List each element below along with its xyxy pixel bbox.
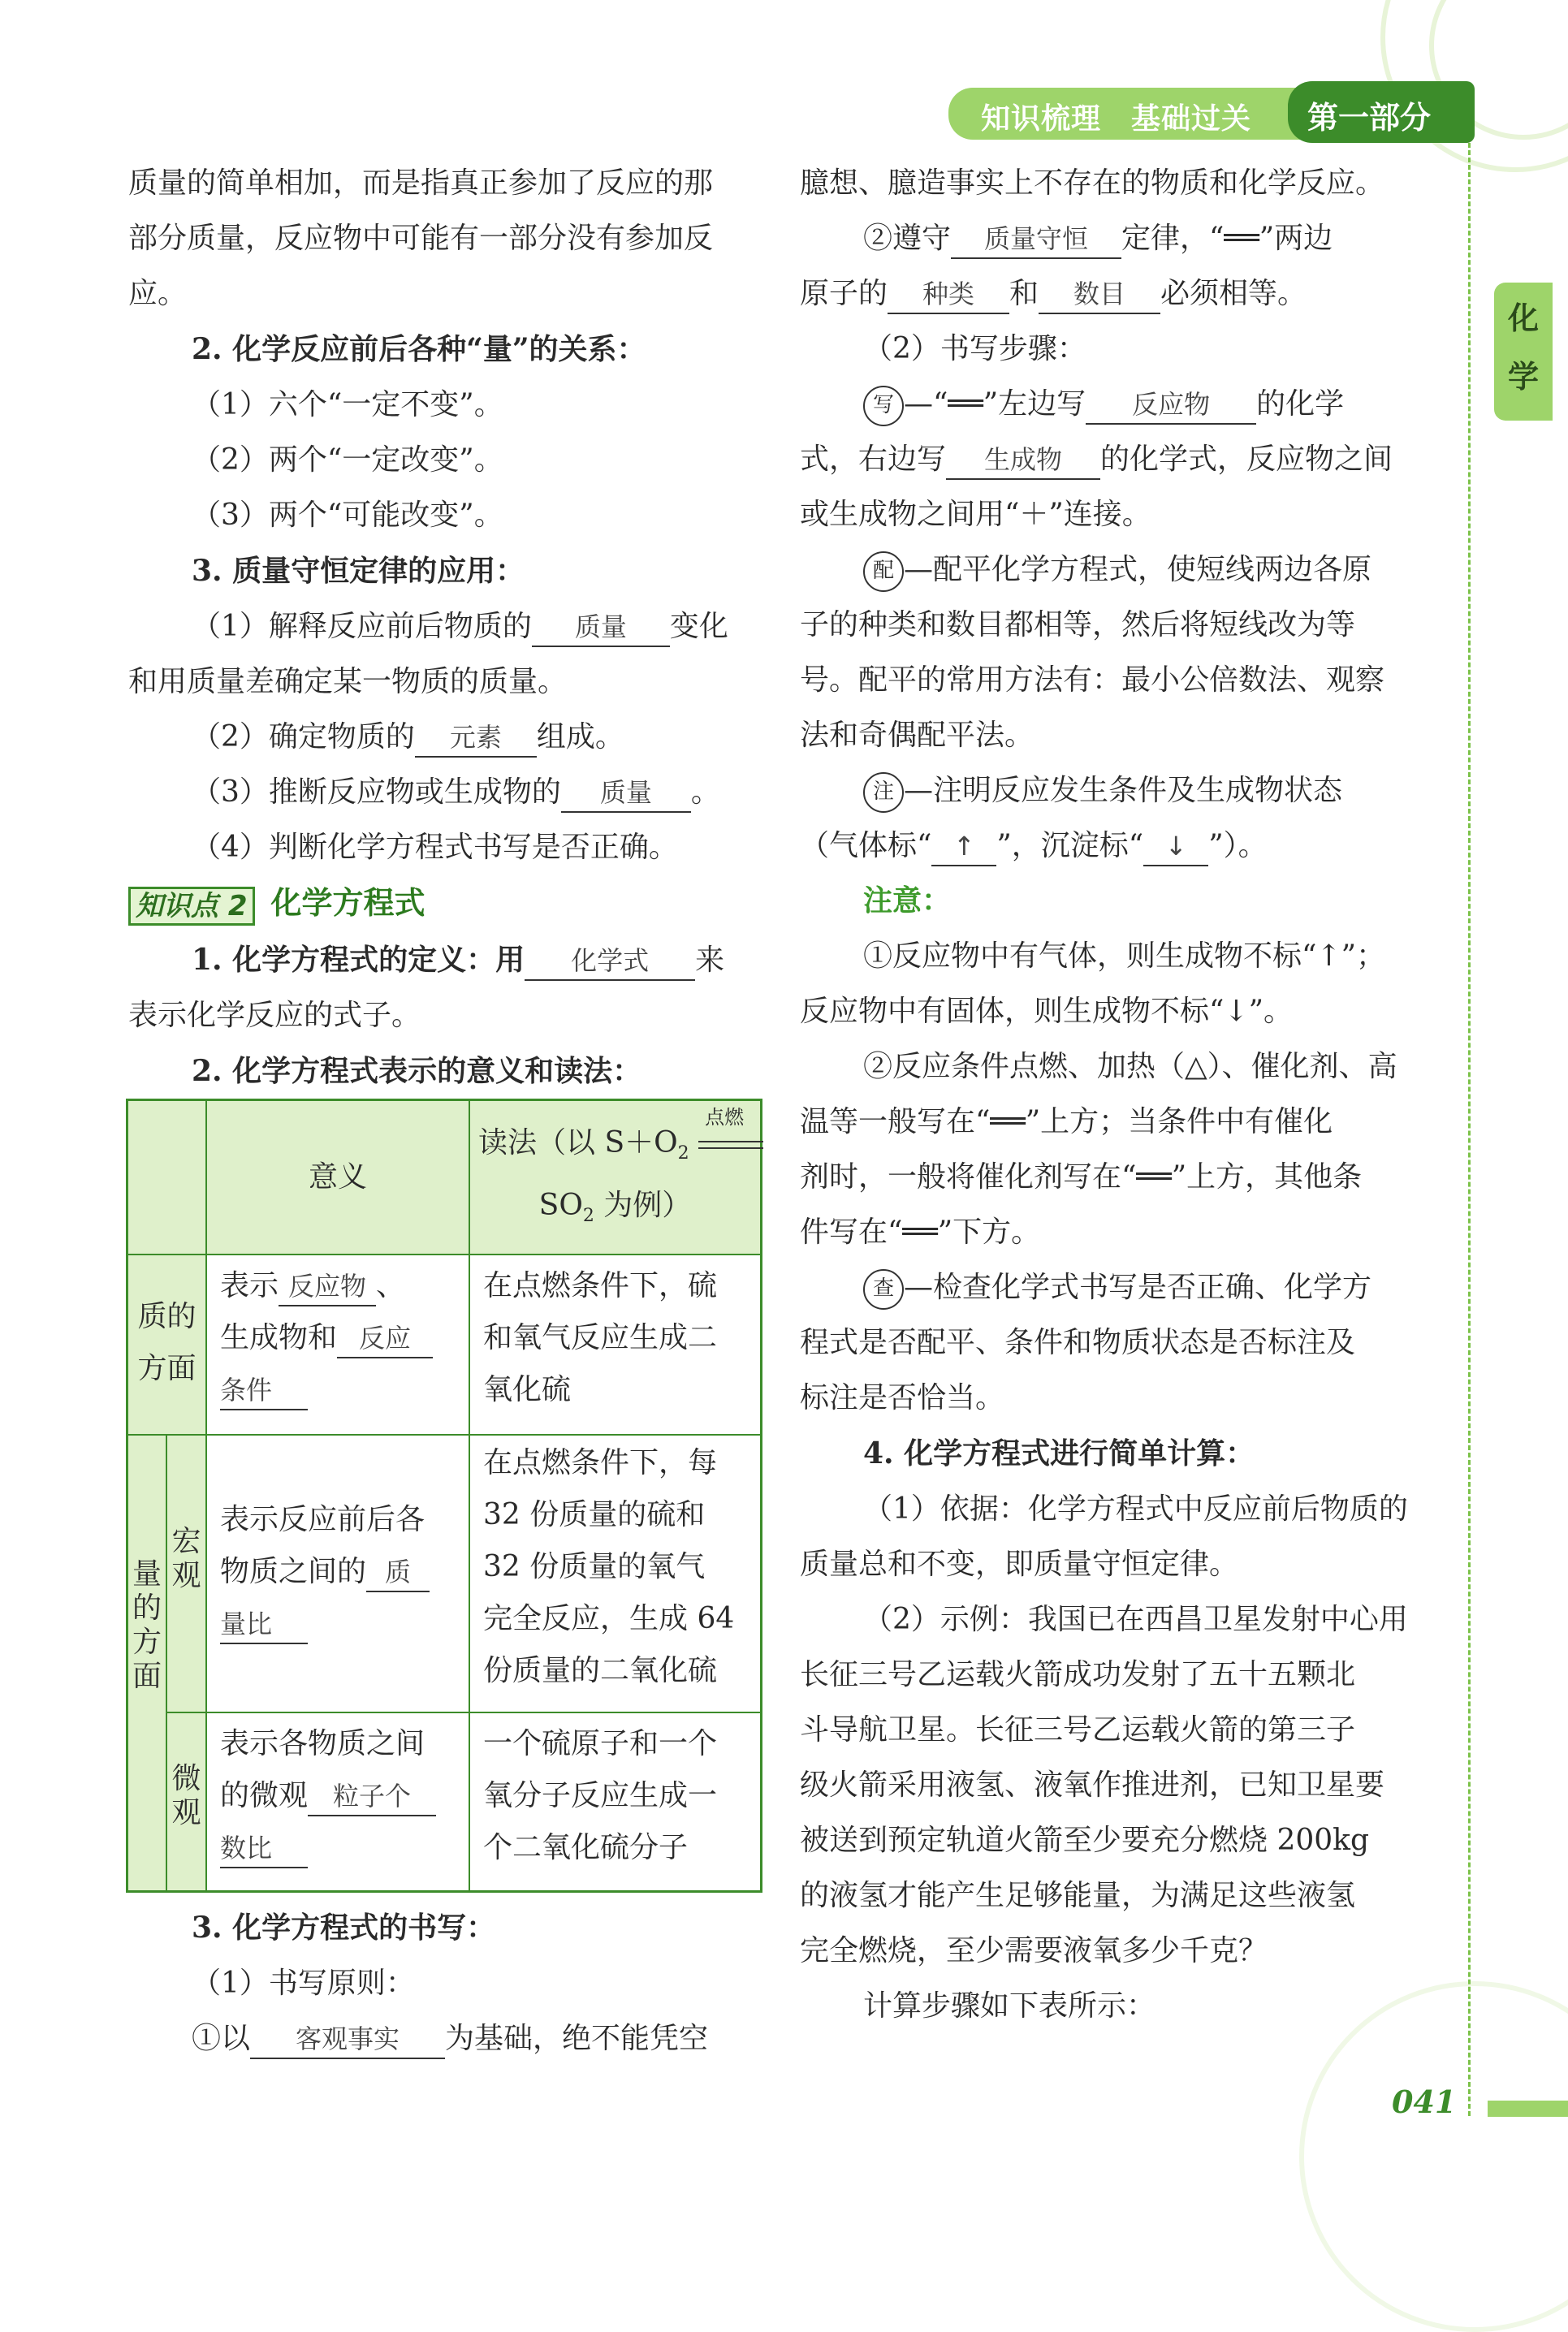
text-line: ①以 客观事实 为基础，绝不能凭空 <box>128 2011 762 2066</box>
answer-blank: 种类 <box>888 275 1009 314</box>
reaction-condition: 点燃 <box>705 1106 745 1129</box>
right-column <box>800 156 1449 2034</box>
row-label-macro: 宏 观 <box>167 1436 207 1713</box>
subheading: 4. 化学方程式进行简单计算： <box>863 1436 1255 1470</box>
answer-blank: 化学式 <box>525 942 695 981</box>
table-header-reading: 读法（以 $S+O_2$ 点燃 $SO_2$ 为例） <box>470 1101 760 1255</box>
page-number-bar <box>1488 2101 1568 2117</box>
part-banner <box>1288 81 1475 143</box>
knowledge-point-heading <box>128 875 762 932</box>
text-line: 应。 <box>128 277 188 310</box>
subject-tab-char: 学 <box>1507 359 1539 395</box>
text-line: （1）依据：化学方程式中反应前后物质的 <box>863 1492 1408 1526</box>
text-line: ②遵守 质量守恒 定律，“══”两边 <box>800 211 1449 266</box>
gas-arrow-blank: ↑ <box>931 827 996 866</box>
left-column <box>128 156 762 1099</box>
text-line: ②反应条件点燃、加热（△）、催化剂、高 <box>863 1050 1397 1083</box>
subject-tab <box>1494 283 1553 421</box>
equation-meaning-table <box>126 1099 762 1893</box>
table-header-meaning: 意义 <box>207 1101 470 1255</box>
equals-sign <box>698 1141 763 1149</box>
page-number: 041 <box>1392 2084 1457 2120</box>
answer-blank: 客观事实 <box>250 2020 445 2059</box>
answer-blank: 质量守恒 <box>951 220 1121 259</box>
text-line: 写 —“══”左边写 反应物 的化学 <box>800 377 1449 432</box>
row3-reading: 一个硫原子和一个 氧分子反应生成一 个二氧化硫分子 <box>483 1727 718 1864</box>
text-line: 子的种类和数目都相等，然后将短线改为等 <box>800 608 1356 641</box>
text-line: 温等一般写在“══”上方；当条件中有催化 <box>800 1105 1333 1138</box>
note-heading: 注意： <box>863 884 952 918</box>
text-line: ①反应物中有气体，则生成物不标“↑”； <box>863 939 1385 973</box>
text-line: （3）两个“可能改变”。 <box>192 499 503 532</box>
subheading: 3. 质量守恒定律的应用： <box>192 554 525 588</box>
row-label-quantitative: 量 的 方 面 <box>128 1436 167 1890</box>
margin-divider <box>1468 143 1471 2116</box>
text-line: 配 —配平化学方程式，使短线两边各原 <box>800 542 1449 598</box>
text-line: 级火箭采用液氢、液氧作推进剂，已知卫星要 <box>800 1768 1385 1802</box>
answer-blank: 反应物 <box>279 1267 376 1306</box>
answer-blank: 粒子个 <box>308 1777 436 1816</box>
row1-reading: 在点燃条件下，硫 和氧气反应生成二 氧化硫 <box>470 1255 760 1436</box>
text-line: （4）判断化学方程式书写是否正确。 <box>192 831 678 864</box>
precipitate-arrow-blank: ↓ <box>1143 827 1208 866</box>
row2-meaning: 表示反应前后各 物质之间的 质 量比 <box>207 1436 470 1713</box>
table-corner-cell <box>128 1101 207 1255</box>
answer-blank: 量比 <box>220 1605 308 1644</box>
answer-blank: 生成物 <box>946 441 1100 480</box>
answer-blank: 数比 <box>220 1829 308 1868</box>
balance-step-icon: 配 <box>863 551 904 592</box>
knowledge-point-badge: 知识点 2 <box>128 887 255 926</box>
answer-blank: 质 <box>366 1553 430 1592</box>
row-label-qualitative: 质的 方面 <box>128 1255 207 1436</box>
text-line: 1. 化学方程式的定义：用 化学式 来 <box>128 932 762 988</box>
answer-blank: 反应 <box>337 1319 433 1358</box>
part-title: 第一部分 <box>1307 100 1432 136</box>
text-line: 原子的 种类 和 数目 必须相等。 <box>800 266 1449 322</box>
text-line: （1）书写原则： <box>192 1967 415 2000</box>
text-line: （2）示例：我国已在西昌卫星发射中心用 <box>863 1603 1408 1636</box>
left-column-bottom <box>128 1900 762 2066</box>
row1-meaning: 表示 反应物 、 生成物和 反应 条件 <box>207 1255 470 1436</box>
text-line: （2）确定物质的 元素 组成。 <box>128 710 762 765</box>
answer-blank: 条件 <box>220 1371 308 1410</box>
text-line: 计算步骤如下表所示： <box>863 1989 1156 2023</box>
knowledge-point-title: 化学方程式 <box>270 885 425 921</box>
text-line: 表示化学反应的式子。 <box>128 999 421 1032</box>
answer-blank: 数目 <box>1039 275 1160 314</box>
text-line: 部分质量，反应物中可能有一部分没有参加反 <box>128 222 714 255</box>
subheading: 3. 化学方程式的书写： <box>192 1911 496 1945</box>
text-line: （气体标“ ↑ ”，沉淀标“ ↓ ”）。 <box>800 818 1449 874</box>
answer-blank: 质量 <box>532 608 670 647</box>
text-line: 式，右边写 生成物 的化学式，反应物之间 <box>800 432 1449 487</box>
section-banner <box>948 88 1306 140</box>
subheading: 2. 化学反应前后各种“量”的关系： <box>192 332 646 366</box>
text-line: 臆想、臆造事实上不存在的物质和化学反应。 <box>800 166 1385 200</box>
text-line: 反应物中有固体，则生成物不标“↓”。 <box>800 995 1293 1028</box>
row2-reading: 在点燃条件下，每 32 份质量的硫和 32 份质量的氧气 完全反应，生成 64 份质量的二氧化硫 <box>470 1436 760 1713</box>
text-line: 被送到预定轨道火箭至少要充分燃烧 200kg <box>800 1824 1370 1857</box>
text-line: 完全燃烧，至少需要液氧多少千克？ <box>800 1934 1268 1967</box>
text-line: 标注是否恰当。 <box>800 1381 1005 1414</box>
answer-blank: 反应物 <box>1086 386 1256 425</box>
text-line: 和用质量差确定某一物质的质量。 <box>128 665 568 698</box>
text-line: 或生成物之间用“＋”连接。 <box>800 498 1151 531</box>
text-line: （3）推断反应物或生成物的 质量 。 <box>128 765 762 820</box>
check-step-icon: 查 <box>863 1269 904 1310</box>
text-line: 剂时，一般将催化剂写在“══”上方，其他条 <box>800 1160 1363 1194</box>
text-line: 注 —注明反应发生条件及生成物状态 <box>800 763 1449 818</box>
text-line: 件写在“══”下方。 <box>800 1216 1041 1249</box>
text-line: 法和奇偶配平法。 <box>800 719 1035 752</box>
text-line: 质量总和不变，即质量守恒定律。 <box>800 1548 1239 1581</box>
text-line: （2）书写步骤： <box>863 332 1086 365</box>
subject-tab-char: 化 <box>1507 300 1539 336</box>
write-step-icon: 写 <box>863 386 904 426</box>
text-line: 号。配平的常用方法有：最小公倍数法、观察 <box>800 663 1385 697</box>
text-line: （1）解释反应前后物质的 质量 变化 <box>128 599 762 654</box>
text-line: 程式是否配平、条件和物质状态是否标注及 <box>800 1326 1356 1359</box>
section-title: 知识梳理 基础过关 <box>981 102 1252 136</box>
text-line: （2）两个“一定改变”。 <box>192 443 503 477</box>
answer-blank: 元素 <box>415 719 537 758</box>
text-line: 斗导航卫星。长征三号乙运载火箭的第三子 <box>800 1713 1356 1747</box>
subheading: 2. 化学方程式表示的意义和读法： <box>192 1054 642 1088</box>
annotate-step-icon: 注 <box>863 772 904 813</box>
answer-blank: 质量 <box>561 774 691 813</box>
text-line: 长征三号乙运载火箭成功发射了五十五颗北 <box>800 1658 1356 1691</box>
text-line: 查 —检查化学式书写是否正确、化学方 <box>800 1260 1449 1315</box>
text-line: （1）六个“一定不变”。 <box>192 388 503 421</box>
row3-meaning: 表示各物质之间 的微观 粒子个 数比 <box>207 1713 470 1890</box>
text-line: 质量的简单相加，而是指真正参加了反应的那 <box>128 166 714 200</box>
row-label-micro: 微 观 <box>167 1713 207 1890</box>
text-line: 的液氢才能产生足够能量，为满足这些液氢 <box>800 1879 1356 1912</box>
